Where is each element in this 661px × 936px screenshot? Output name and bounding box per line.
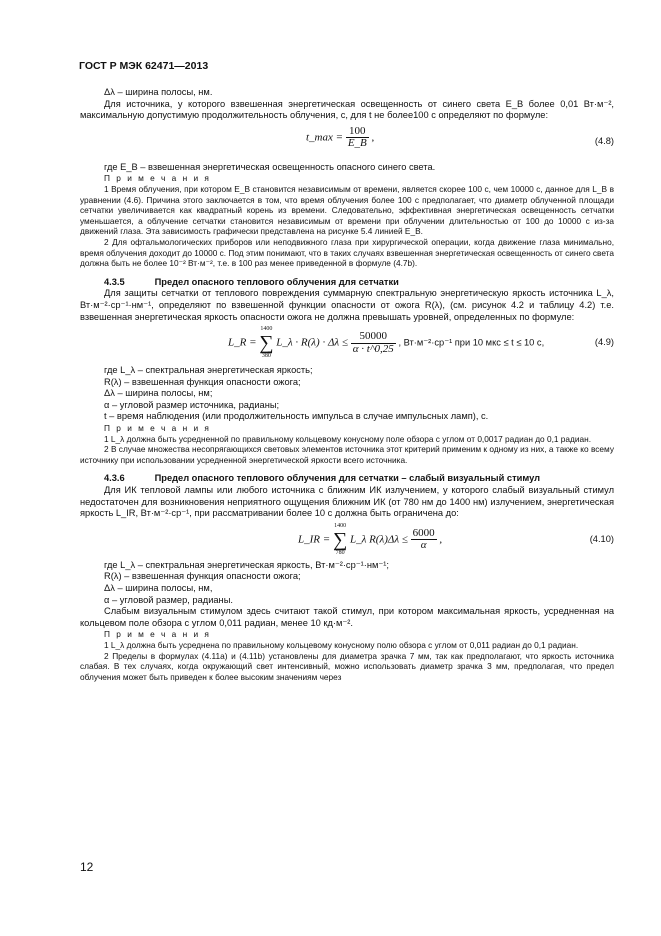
formula-fraction: [411, 528, 437, 552]
note: 1 L_λ должна быть усредненной по правильному кольцевому конусному поле обзора с углом от 0,0017 радиан до 0,1 радиан.: [104, 433, 592, 444]
equation-number: (4.9): [594, 337, 614, 348]
where-item: α – угловой размер, радианы.: [104, 594, 233, 605]
formula-condition: , Вт·м⁻²·ср⁻¹ при 10 мкс ≤ t ≤ 10 с,: [398, 337, 545, 348]
formula-lhs: L_IR =: [298, 533, 331, 546]
where-item: где L_λ – спектральная энергетическая яркость;: [104, 365, 313, 376]
page-body: [80, 87, 614, 682]
sum-operator: [333, 522, 347, 558]
formula-term: L_λ R(λ)Δλ ≤: [349, 533, 408, 546]
note: 2 В случае множества несопрягающихся световых элементов источника этот критерий применим к одному из них, а также ко всему источнику при использовании усредненной энергетической яркости всего источника.: [80, 444, 614, 465]
where-item: Δλ – ширина полосы, нм,: [104, 583, 213, 593]
paragraph: Слабым визуальным стимулом здесь считают такой стимул, при котором максимальная яркость, усредненная на кольцевом поле обзора с углом 0,011 радиан, менее 10 кд·м⁻².: [80, 606, 614, 628]
section-number: 4.3.5: [104, 276, 125, 287]
fraction-numerator: 6000: [412, 526, 435, 539]
note: 2 Пределы в формулах (4.11а) и (4.11b) установлены для диаметра зрачка 7 мм, так как предполагают, что яркость источника слабая. В тех случаях, когда окружающий свет интенсивный, можно использовать диаметр зрачка 3 мм, предполагая, что предел облучения может быть приведен к более высоким значениям через: [80, 650, 614, 682]
notes-label: П р и м е ч а н и я: [104, 173, 211, 184]
formula-lhs: L_R =: [228, 336, 257, 349]
formula-tail: ,: [371, 131, 375, 144]
note: 1 L_λ должна быть усреднена по правильному кольцевому конусному полю обзора с углом от 0,011 радиан до 0,1 радиан.: [104, 639, 579, 650]
where-item: α – угловой размер источника, радианы;: [104, 399, 280, 410]
where-item: Δλ – ширина полосы, нм;: [104, 388, 213, 399]
equation-number: (4.8): [594, 135, 614, 146]
page-header: ГОСТ Р МЭК 62471—2013: [79, 60, 209, 72]
notes-label: П р и м е ч а н и я: [104, 423, 211, 434]
sum-lower-limit: 380: [261, 353, 271, 360]
sigma-icon: ∑: [332, 528, 348, 551]
where-item: R(λ) – взвешенная функция опасности ожога;: [104, 571, 301, 582]
paragraph: где E_B – взвешенная энергетическая освещенность опасного синего света.: [104, 161, 436, 172]
formula-lhs: t_max =: [306, 131, 344, 144]
paragraph: Для защиты сетчатки от теплового повреждения суммарную спектральную энергетическую яркость источника L_λ, Вт·м⁻²·ср⁻¹·нм⁻¹, определяют по взвешенной функции опасности от ожога R(λ), (см. рисунок 4.2 и таблицу 4.2) т.е. взвешенная энергетическая яркость опасности ожога не должна превышать уровней, определенных по формуле:: [80, 288, 614, 322]
sum-lower-limit: 780: [335, 549, 345, 556]
section-number: 4.3.6: [104, 473, 125, 484]
note: 1 Время облучения, при котором E_B становится независимым от времени, является скорее 100 с, чем 10000 с, данное для L_B в уравнении (4.6). Причина этого заключается в том, что время облучения более 100 с предполагает, что диаметр облученной площади сетчатки увеличивается как квадратный корень из времени. Следовательно, эффективная энергетическая освещенность сетчатки уменьшается, а облучение сетчатки становится независимым от времени при облучении длительностью от 100 до 10000 с из-за движений глаза. Эта зависимость графически представлена на рисунке 5.4 линией E_B.: [80, 183, 614, 237]
fraction-numerator: 50000: [351, 331, 396, 344]
sum-upper-limit: 1400: [334, 522, 347, 529]
equation-number: (4.10): [589, 533, 614, 544]
formula-fraction: [351, 331, 396, 355]
paragraph: Δλ – ширина полосы, нм.: [104, 87, 213, 97]
section-title: Предел опасного теплового облучения для сетчатки – слабый визуальный стимул: [154, 473, 541, 484]
formula-4-8: [80, 122, 614, 162]
section-heading: [80, 473, 614, 485]
formula-4-9: [80, 323, 614, 365]
fraction-denominator: E_B: [347, 137, 367, 150]
where-item: где L_λ – спектральная энергетическая яркость, Вт·м⁻²·ср⁻¹·нм⁻¹;: [104, 559, 389, 570]
formula-4-10: [80, 520, 614, 560]
formula-fraction: [346, 126, 369, 150]
fraction-denominator: α · t^0,25: [352, 342, 394, 355]
sigma-icon: ∑: [259, 332, 274, 355]
formula-term: L_λ · R(λ) · Δλ ≤: [276, 336, 348, 349]
paragraph: Для ИК тепловой лампы или любого источника с ближним ИК излучением, у которого слабый визуальный стимул недостаточен для возникновения неприятного ощущения ближним ИК (от 780 нм до 1400 нм) излучением, энергетическая яркость L_IR, Вт·м⁻²·ср⁻¹, при рассматривании более 10 с должна быть ограничена до:: [80, 485, 614, 519]
sum-operator: [259, 325, 273, 361]
section-heading: [80, 277, 614, 289]
formula-tail: ,: [439, 533, 443, 546]
where-item: t – время наблюдения (или продолжительность импульса в случае импульсных ламп), с.: [104, 411, 489, 422]
sum-upper-limit: 1400: [260, 326, 273, 333]
section-title: Предел опасного теплового облучения для сетчатки: [154, 276, 399, 287]
paragraph: Для источника, у которого взвешенная энергетическая освещенность от синего света E_B более 0,01 Вт·м⁻², максимальную допустимую продолжительность облучения, с, для t не более100 с определяют по формуле:: [80, 98, 614, 121]
note: 2 Для офтальмологических приборов или неподвижного глаза при хирургической операции, когда движение глаза минимально, время облучения доходит до 10000 с. Под этим понимают, что в таких случаях взвешенная энергетическая освещенность от синего света должна быть не более 10⁻² Вт·м⁻², т.е. в 100 раз менее приведенной в формуле (4.7b).: [80, 236, 614, 269]
fraction-denominator: α: [420, 539, 427, 552]
where-item: R(λ) – взвешенная функция опасности ожога;: [104, 376, 301, 387]
notes-label: П р и м е ч а н и я: [104, 629, 211, 640]
page-number: 12: [80, 860, 94, 874]
fraction-numerator: 100: [346, 126, 369, 139]
